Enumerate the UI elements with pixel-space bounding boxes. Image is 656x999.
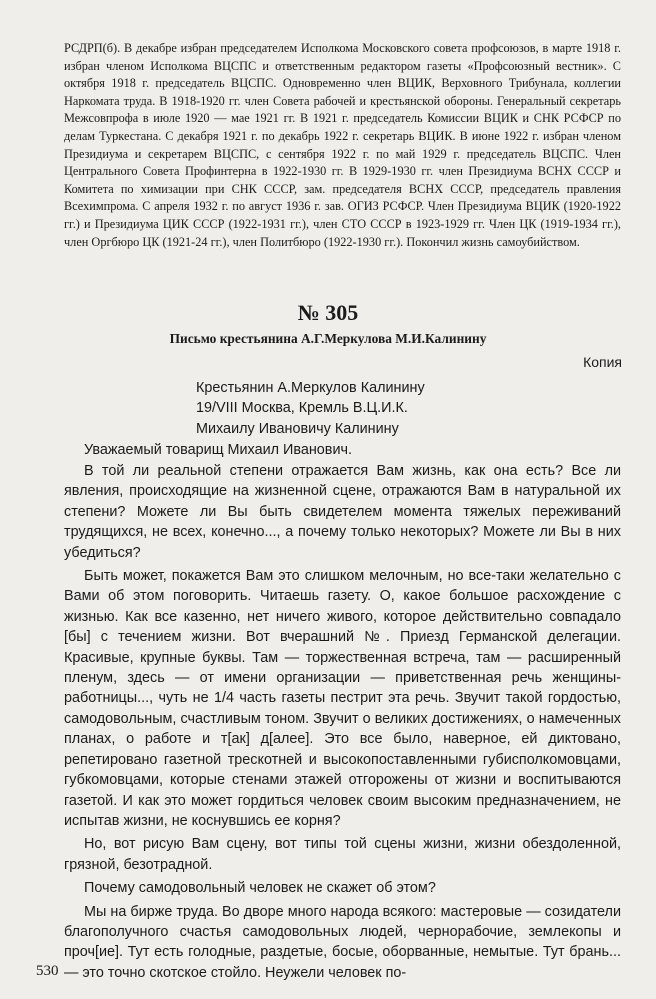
letter-paragraph: В той ли реальной степени отражается Вам жизнь, как она есть? Все ли явления, происходящие на жизненной сцене, отражаются Вам в натуральной их степени? Можете ли Вы быть свидетелем момента тяжелых переживаний трудящихся, не всех, конечно..., а почему только некоторых? Можете ли Вы в них убедиться? <box>64 463 621 561</box>
letter-header-line: Крестьянин А.Меркулов Калинину <box>196 380 425 396</box>
document-title: Письмо крестьянина А.Г.Меркулова М.И.Калинину <box>169 331 487 346</box>
letter-paragraph: Мы на бирже труда. Во дворе много народа всякого: мастеровые — созидатели благополучного счастья самодовольных людей, чернорабочие, землекопы и проч[ие]. Тут есть голодные, раздетые, босые, оборванные, немытые. Тут брань... — это точно скотское стойло. Неужели человек по- <box>64 903 621 981</box>
letter-paragraph: Быть может, покажется Вам это слишком мелочным, но все-таки желательно с Вами об этом поговорить. Читаешь газету. О, какое большое расхождение с жизнью. Как все казенно, нет ничего живого, которое действительно совпадало [бы] с течением жизни. Вот вчерашний №. Приезд Германской делегации. Красивые, крупные буквы. Там — торжественная встреча, там — расширенный пленум, здесь — от имени организации — приветственная речь женщины-работницы..., чуть не 1/4 часть газеты пестрит эта речь. Звучит такой гордостью, самодовольным, счастливым тоном. Звучит о великих достижениях, о намеченных планах, о работе и т[ак] д[алее]. Это все было, наверное, ей диктовано, репетировано газетной трескотней и высокопоставленными губисполкомовцами, губкомовцами, которые стенами этажей отгорожены от жизни и воспитываются газетой. И как это может гордиться человек своим высоким предназначением, не испытав жизни, не коснувшись ее корня? <box>64 568 621 829</box>
letter-salutation: Уважаемый товарищ Михаил Иванович. <box>84 442 352 458</box>
document-number: № 305 <box>297 300 359 325</box>
letter-body <box>64 461 621 986</box>
letter-header <box>196 378 425 439</box>
biographical-footnote: РСДРП(б). В декабре избран председателем Исполкома Московского совета профсоюзов, в марте 1918 г. избран членом Исполкома ВЦСПС и ответственным редактором газеты «Профсоюзный вестник». С октября 1918 г. председатель ВЦСПС. Одновременно член ВЦИК, Верховного Трибунала, коллегии Наркомата труда. В 1918-1920 гг. член Совета рабочей и крестьянской обороны. Генеральный секретарь Межсовпрофа в июле 1920 — мае 1921 гг. В 1921 г. председатель Комиссии ВЦИК и СНК РСФСР по делам Туркестана. С декабря 1921 г. по декабрь 1922 г. секретарь ВЦИК. В июне 1922 г. избран членом Президиума и секретарем ВЦСПС, с сентября 1922 г. по май 1929 г. председатель ВЦСПС. Член Центрального Совета Профинтерна в 1922-1930 гг. В 1929-1930 гг. член Президиума ВСНХ СССР и Комитета по химизации при СНК СССР, зам. председателя ВСНХ СССР, председатель правления Всехимпрома. С апреля 1932 г. по август 1936 г. зав. ОГИЗ РСФСР. Член Президиума ВЦИК (1920-1922 гг.) и Президиума ЦИК СССР (1922-1931 гг.), член СТО СССР в 1923-1929 гг. Член ЦК (1919-1934 гг.), член Оргбюро ЦК (1921-24 гг.), член Политбюро (1922-1930 гг.). Покончил жизнь самоубийством. <box>64 41 621 249</box>
letter-paragraph: Но, вот рисую Вам сцену, вот типы той сцены жизни, жизни обездоленной, грязной, безотрадной. <box>64 836 621 873</box>
letter-header-line: Михаилу Ивановичу Калинину <box>196 420 399 437</box>
page-number: 530 <box>36 963 59 979</box>
letter-paragraph: Почему самодовольный человек не скажет об этом? <box>84 880 436 897</box>
letter-header-line: 19/VIII Москва, Кремль В.Ц.И.К. <box>196 400 408 417</box>
copy-label: Копия <box>583 354 622 370</box>
